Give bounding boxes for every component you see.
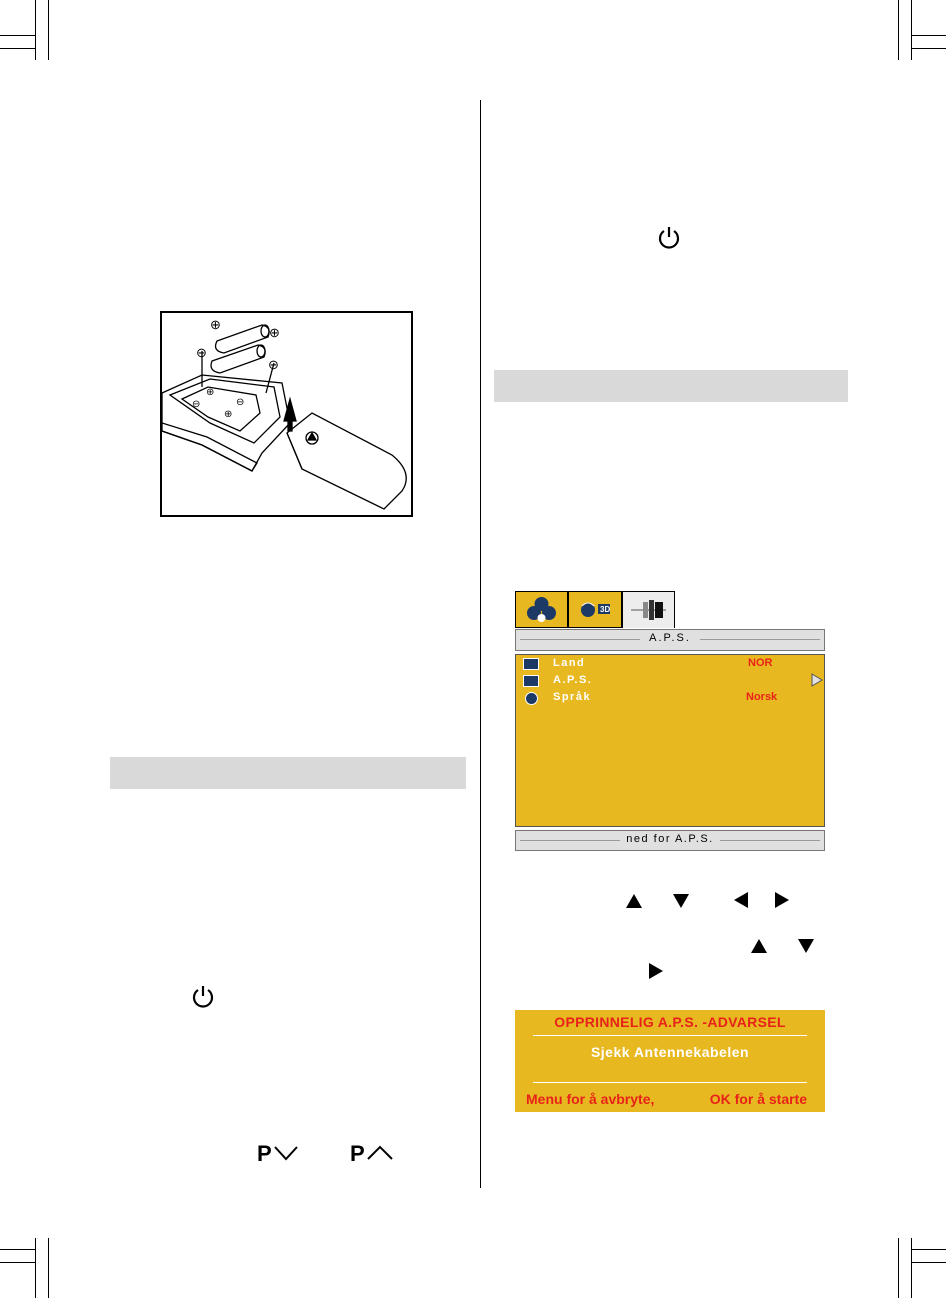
menu-item-label: A.P.S. — [553, 674, 593, 686]
channel-down-key-letter: P — [257, 1141, 272, 1166]
crop-mark — [898, 1238, 899, 1298]
crop-mark — [911, 1249, 946, 1250]
section-heading-bar — [110, 757, 466, 789]
tab-install[interactable] — [622, 591, 675, 628]
column-divider — [480, 100, 481, 1188]
crop-mark — [911, 1238, 912, 1298]
menu-item-label: Land — [553, 657, 586, 669]
menu-item-language[interactable] — [516, 690, 824, 707]
remote-battery-drawing — [162, 313, 411, 515]
crop-mark — [0, 1262, 35, 1263]
battery-minus-symbol: ⊖ — [268, 357, 279, 372]
menu-footer-hint: ned for A.P.S. — [620, 833, 720, 845]
tab-sound[interactable] — [568, 591, 622, 628]
battery-plus-symbol: ⊕ — [269, 325, 280, 340]
power-icon — [191, 984, 215, 1010]
crop-mark — [0, 48, 35, 49]
crop-mark — [48, 1238, 49, 1298]
crop-mark — [48, 0, 49, 60]
picture-icon — [516, 592, 567, 627]
warning-title: OPPRINNELIG A.P.S. -ADVARSEL — [554, 1014, 786, 1030]
crop-mark — [35, 0, 36, 60]
country-icon — [523, 658, 539, 670]
arrow-up-icon — [750, 938, 768, 954]
arrow-up-icon — [625, 893, 643, 909]
crop-mark — [911, 1262, 946, 1263]
crop-mark — [0, 35, 35, 36]
cancel-hint: Menu for å avbryte, — [526, 1091, 655, 1107]
battery-plus-symbol: ⊕ — [224, 409, 233, 420]
channel-up-key-letter: P — [350, 1141, 365, 1166]
menu-title-bar — [515, 629, 825, 651]
menu-item-label: Språk — [553, 691, 592, 703]
divider — [533, 1082, 807, 1083]
battery-illustration — [160, 311, 413, 517]
arrow-right-icon — [774, 891, 790, 909]
sound-3d-icon — [569, 592, 621, 627]
crop-mark — [911, 35, 946, 36]
sound-3d-badge: 3D — [600, 605, 611, 614]
crop-mark — [35, 1238, 36, 1298]
menu-item-aps[interactable] — [516, 673, 824, 690]
menu-item-value: Norsk — [746, 691, 778, 703]
arrow-down-icon — [797, 938, 815, 954]
crop-mark — [898, 0, 899, 60]
tab-picture[interactable] — [515, 591, 568, 628]
aps-icon — [523, 675, 539, 687]
menu-footer-bar — [515, 830, 825, 851]
menu-title: A.P.S. — [640, 632, 700, 644]
arrow-left-icon — [733, 891, 749, 909]
submenu-arrow-icon — [811, 673, 823, 687]
chevron-down-icon — [273, 1145, 299, 1161]
start-hint: OK for å starte — [709, 1091, 807, 1107]
aps-osd-menu — [515, 591, 825, 851]
aps-warning-dialog — [515, 1010, 825, 1112]
crop-mark — [0, 1249, 35, 1250]
warning-message: Sjekk Antennekabelen — [590, 1044, 750, 1060]
crop-mark — [911, 48, 946, 49]
section-heading-bar — [494, 370, 848, 402]
menu-item-land[interactable] — [516, 656, 824, 673]
battery-plus-symbol: ⊕ — [206, 387, 215, 398]
crop-mark — [911, 0, 912, 60]
menu-body — [515, 654, 825, 827]
divider — [533, 1035, 807, 1036]
chevron-up-icon — [366, 1145, 394, 1161]
arrow-down-icon — [672, 893, 690, 909]
install-icon — [623, 592, 674, 628]
arrow-right-icon — [648, 962, 664, 980]
power-icon — [657, 225, 681, 251]
language-icon — [525, 692, 538, 705]
battery-minus-symbol: ⊖ — [236, 397, 245, 408]
menu-item-value: NOR — [748, 657, 773, 669]
battery-minus-symbol: ⊖ — [192, 399, 201, 410]
battery-plus-symbol: ⊕ — [210, 317, 221, 332]
battery-minus-symbol: ⊖ — [196, 345, 207, 360]
